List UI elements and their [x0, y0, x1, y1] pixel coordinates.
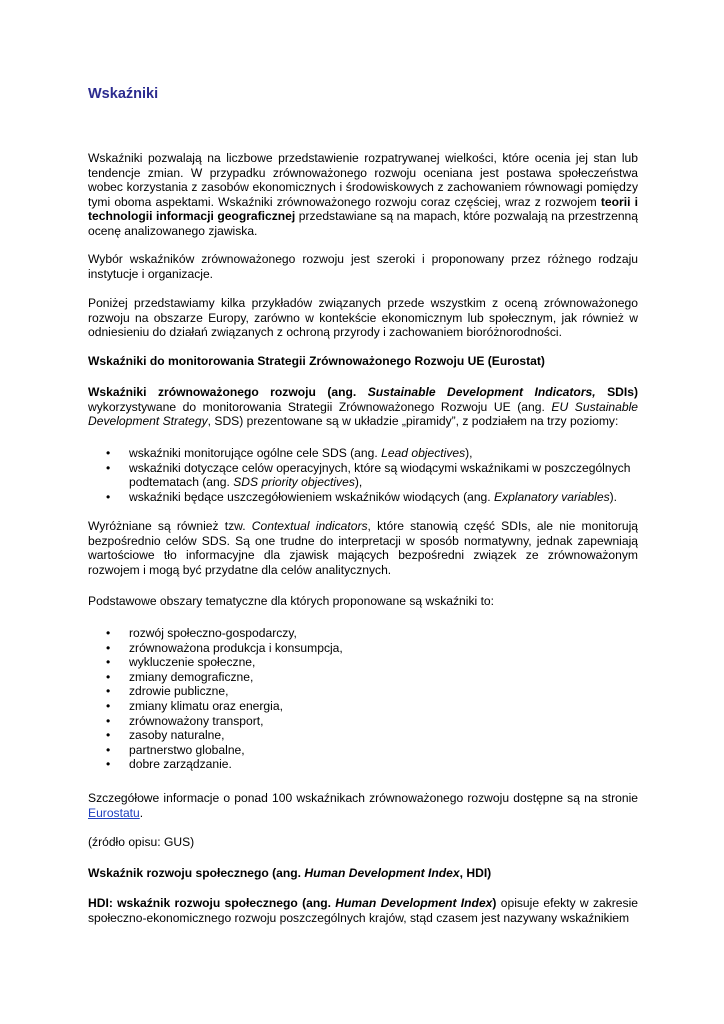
bold-italic-text: Sustainable Development Indicators,	[367, 385, 596, 399]
bold-text: teorii i technologii informacji geograficznej	[88, 194, 638, 224]
list-item: • dobre zarządzanie.	[88, 757, 638, 772]
list-item	[88, 490, 638, 505]
text: , które stanowią część SDIs, ale nie monitorują bezpośrednio celów SDS. Są one trudne do interpretacji w sposób normatywny, jednak zapewniają wartościowe tło informacyjne dla zjawisk mających bezpośredni związek ze zrównoważonym rozwojem i mogą być przydatne dla celów analitycznych.	[88, 519, 639, 577]
list-item: • zrównoważona produkcja i konsumpcja,	[88, 641, 638, 656]
text: Wskaźniki pozwalają na liczbowe przedstawienie rozpatrywanej wielkości, które ocenia jej stan lub tendencje zmian. W przypadku zrównoważonego rozwoju oceniana jest postawa społeczeństwa wobec korzystania z zasobów ekonomicznych i środowiskowych z zachowaniem równowagi pomiędzy tymi oboma aspektami. Wskaźniki zrównoważonego rozwoju coraz częściej, wraz z rozwojem	[88, 151, 638, 209]
paragraph-areas-intro: Podstawowe obszary tematyczne dla których proponowane są wskaźniki to:	[88, 594, 495, 608]
list-item: • zdrowie publiczne,	[88, 684, 638, 699]
text: Wskaźnik rozwoju społecznego (ang.	[88, 866, 305, 880]
paragraph-hdi	[88, 896, 638, 925]
italic-text: Explanatory variables	[494, 489, 610, 504]
text: opisuje efekty w zakresie społeczno-ekonomicznego rozwoju poszczególnych krajów, stąd czasem jest nazywany wskaźnikiem	[88, 896, 638, 925]
text: wskaźniki dotyczące celów operacyjnych, które są wiodącymi wskaźnikami w poszczególnych podtematach (ang.	[129, 460, 631, 490]
levels-list	[88, 446, 638, 504]
text: Wyróżniane są również tzw.	[88, 519, 252, 533]
paragraph-selection: Wybór wskaźników zrównoważonego rozwoju jest szeroki i proponowany przez różnego rodzaju instytucje i organizacje.	[88, 252, 638, 281]
text: .	[139, 805, 144, 820]
list-item: • zasoby naturalne,	[88, 728, 638, 743]
italic-text: SDS priority objectives	[233, 475, 355, 490]
text: Szczegółowe informacje o ponad 100 wskaźnikach zrównoważonego rozwoju dostępne są na stronie	[88, 791, 638, 805]
page-title: Wskaźniki	[88, 86, 159, 102]
italic-text: EU Sustainable Development Strategy	[88, 399, 638, 429]
paragraph-details	[88, 791, 638, 820]
list-item: • zrównoważony transport,	[88, 714, 638, 729]
paragraph-examples: Poniżej przedstawiamy kilka przykładów związanych przede wszystkim z oceną zrównoważonego rozwoju na obszarze Europy, zarówno w kontekście ekonomicznym lub społecznym, jak również w odniesieniu do działań związanych z ochroną przyrody i zachowaniem bioróżnorodności.	[88, 296, 638, 340]
list-item: • zmiany klimatu oraz energia,	[88, 699, 638, 714]
areas-list	[88, 626, 638, 772]
eurostat-link[interactable]: Eurostatu	[88, 805, 140, 820]
text: wskaźniki będące uszczegółowieniem wskaźników wiodących (ang.	[129, 489, 494, 504]
italic-text: Contextual indicators	[251, 519, 368, 533]
text: ),	[465, 446, 473, 460]
bold-text: SDIs)	[595, 385, 639, 399]
italic-text: Human Development Index	[304, 866, 460, 880]
list-item: • zmiany demograficzne,	[88, 670, 638, 685]
list-item	[88, 446, 638, 461]
text: wskaźniki monitorujące ogólne cele SDS (ang.	[129, 446, 382, 460]
paragraph-contextual	[88, 519, 638, 577]
list-item: • partnerstwo globalne,	[88, 743, 638, 758]
list-item: • rozwój społeczno-gospodarczy,	[88, 626, 638, 641]
bold-text: Wskaźniki zrównoważonego rozwoju (ang.	[88, 385, 368, 399]
bold-text: HDI: wskaźnik rozwoju społecznego (ang.	[88, 896, 336, 910]
list-item: • wykluczenie społeczne,	[88, 655, 638, 670]
section-heading-eurostat: Wskaźniki do monitorowania Strategii Zrównoważonego Rozwoju UE (Eurostat)	[88, 354, 545, 368]
section-heading-hdi	[88, 866, 638, 881]
text: wykorzystywane do monitorowania Strategii Zrównoważonego Rozwoju UE (ang.	[88, 399, 552, 414]
text: ),	[354, 475, 363, 490]
bold-italic-text: Human Development Index	[335, 896, 493, 910]
bold-text: )	[492, 896, 497, 910]
paragraph-sdi	[88, 385, 638, 429]
text: , SDS) prezentowane są w układzie „piramidy”, z podziałem na trzy poziomy:	[207, 414, 619, 429]
intro-paragraph	[88, 151, 638, 239]
text: przedstawiane są na mapach, które pozwalają na przestrzenną ocenę analizowanego zjawiska.	[88, 209, 639, 238]
text: ).	[609, 489, 618, 504]
list-item	[88, 461, 638, 490]
source-note: (źródło opisu: GUS)	[88, 835, 195, 849]
italic-text: Lead objectives	[381, 446, 466, 460]
text: , HDI)	[459, 866, 492, 880]
